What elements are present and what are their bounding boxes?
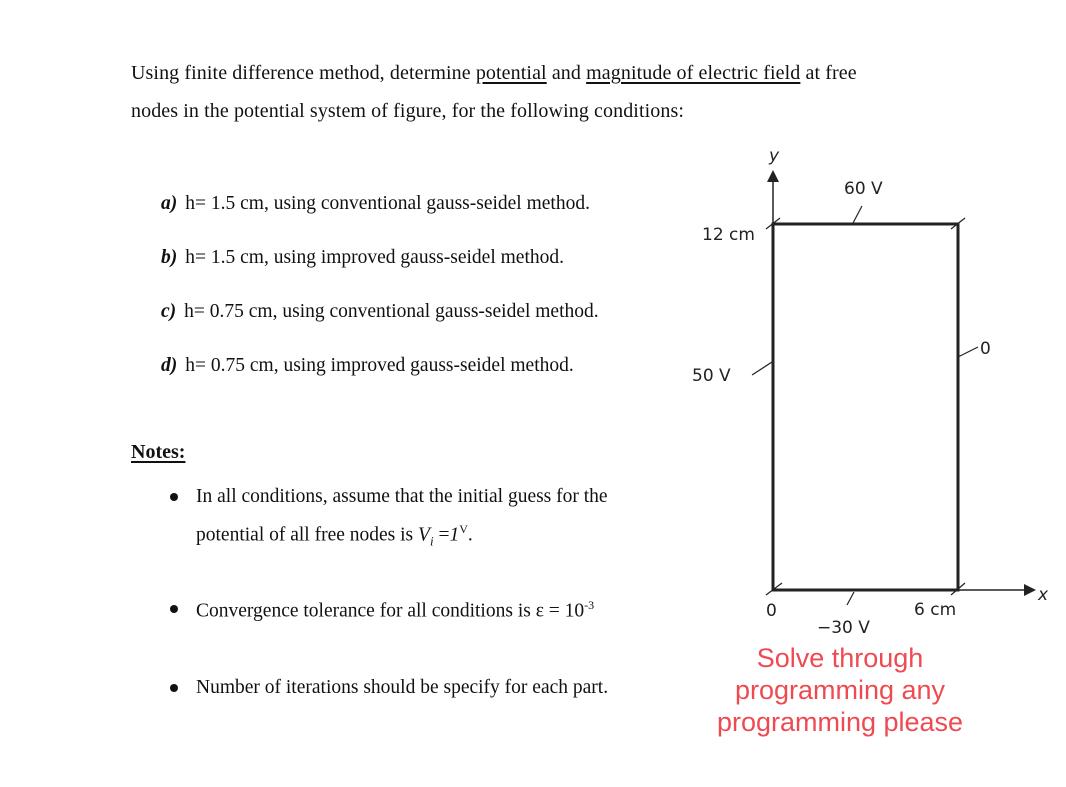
electric-field-term: magnitude of electric field (586, 62, 801, 84)
x-axis-label: x (1038, 585, 1049, 605)
condition-a: a) h= 1.5 cm, using conventional gauss-seidel method. (161, 193, 590, 214)
top-voltage-label: 60 V (844, 179, 883, 199)
right-voltage-label: 0 (980, 339, 991, 359)
condition-d: d) h= 0.75 cm, using improved gauss-seidel method. (161, 355, 574, 376)
note-initial-guess-line-2: potential of all free nodes is $V_i =1^V$. (196, 522, 473, 549)
solve-through-programming-note: Solve through programming any programming please (716, 643, 964, 737)
bottom-leader (847, 592, 854, 605)
top-leader (853, 206, 862, 223)
width-label: 6 cm (914, 600, 957, 620)
height-label: 12 cm (702, 225, 755, 245)
condition-b: b) h= 1.5 cm, using improved gauss-seidel method. (161, 247, 564, 268)
left-leader (752, 362, 772, 375)
boundary-rectangle (773, 224, 958, 590)
note-iterations: Number of iterations should be specify for each part. (196, 677, 609, 698)
note-initial-guess-line-1: In all conditions, assume that the initial guess for the (196, 486, 608, 507)
notes-heading: Notes: (131, 441, 186, 463)
intro-line-1: Using finite difference method, determine potential and magnitude of electric field at free (131, 62, 857, 84)
note-tolerance: Convergence tolerance for all conditions is $\varepsilon = 10^{-3}$ (196, 598, 595, 622)
left-voltage-label: 50 V (692, 366, 731, 386)
bottom-voltage-label: −30 V (817, 618, 870, 638)
potential-term: potential (475, 62, 547, 84)
y-axis-label: y (769, 146, 780, 166)
origin-label: 0 (766, 601, 777, 621)
right-leader (958, 347, 978, 357)
intro-line-2: nodes in the potential system of figure, for the following conditions: (131, 100, 685, 122)
condition-c: c) h= 0.75 cm, using conventional gauss-seidel method. (161, 301, 599, 322)
